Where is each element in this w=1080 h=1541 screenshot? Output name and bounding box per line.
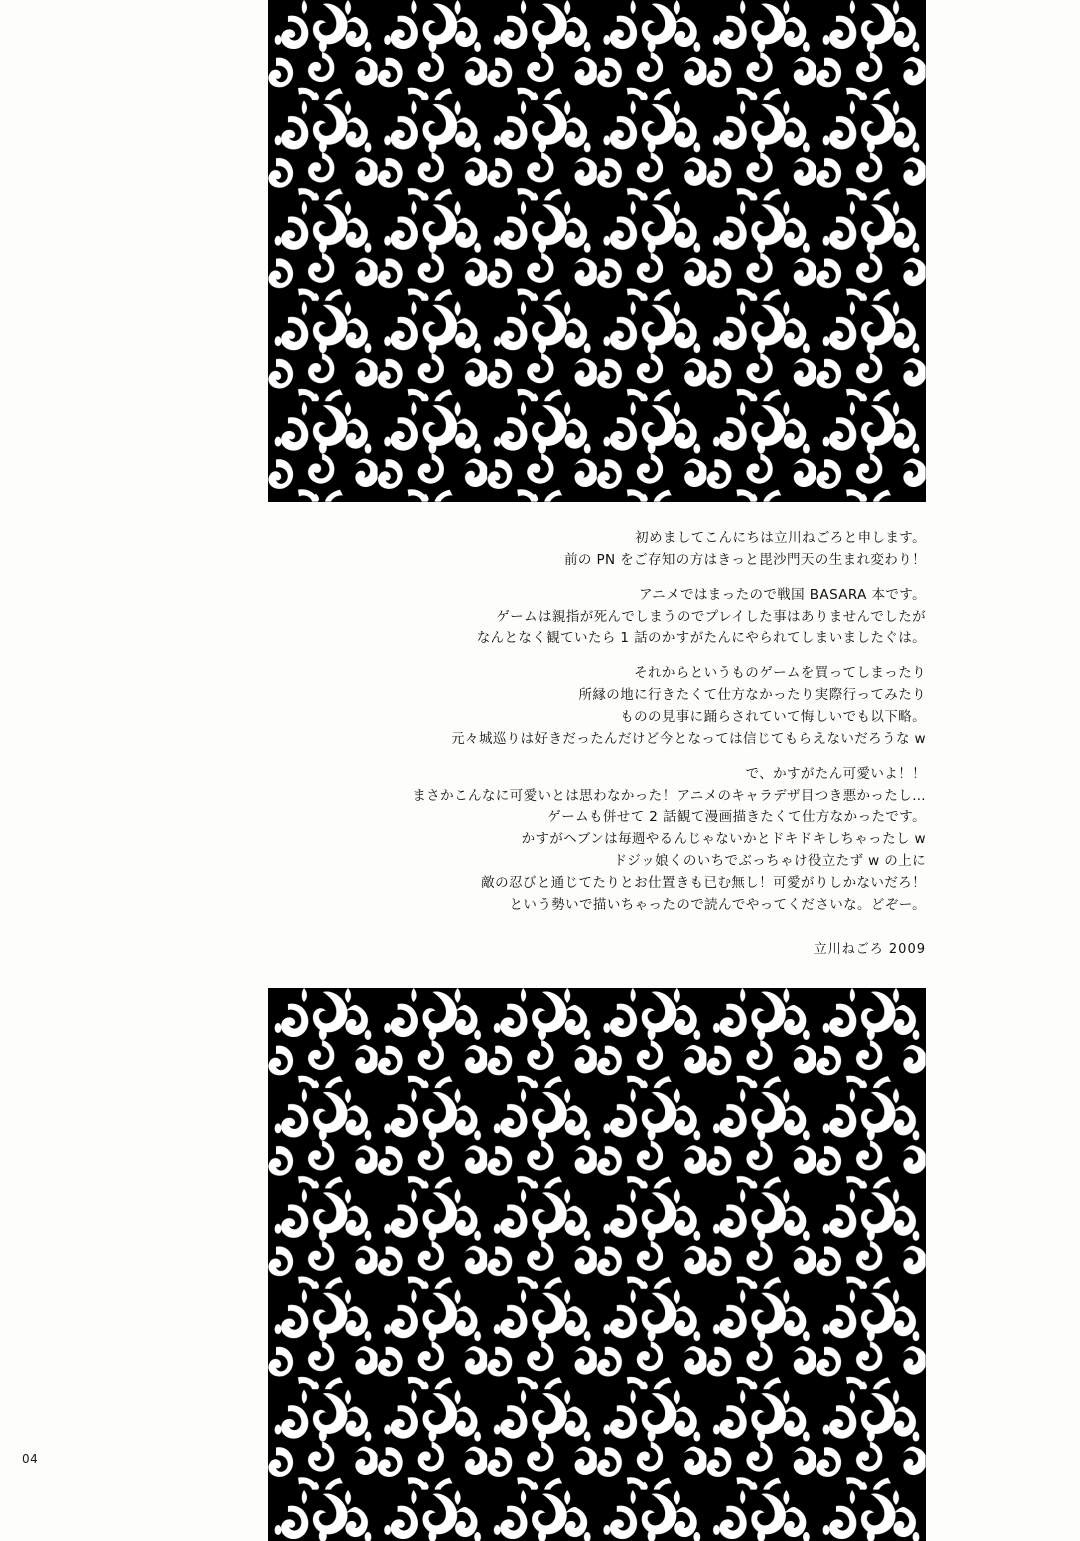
afterword-line: 元々城巡りは好きだったんだけど今となっては信じてもらえないだろうな w [451,730,926,747]
afterword-line: 所縁の地に行きたくて仕方なかったり実際行ってみたり [578,687,926,704]
afterword-line: かすがヘブンは毎週やるんじゃないかとドキドキしちゃったし w [521,831,926,848]
afterword-text-block [268,528,926,968]
afterword-line: ゲームは親指が死んでしまうのでプレイした事はありませんでしたが [496,608,926,625]
afterword-line: まさかこんなに可愛いとは思わなかった！アニメのキャラデザ目つき悪かったし… [412,787,926,804]
afterword-line: ものの見事に踊らされていて悔しいでも以下略。 [620,709,926,726]
afterword-paragraph [268,528,926,572]
afterword-line: 敵の忍びと通じてたりとお仕置きも已む無し！可愛がりしかないだろ！ [481,875,926,892]
afterword-line: アニメではまったので戦国 BASARA 本です。 [638,586,926,603]
afterword-paragraph [268,663,926,750]
afterword-line: で、かすがたん可愛いよ！！ [745,765,926,782]
damask-pattern-band-top [268,0,926,502]
afterword-paragraph [268,764,926,917]
afterword-line: ゲームも併せて 2 話観て漫画描きたくて仕方なかったです。 [547,809,926,826]
page-number: 04 [22,1452,39,1466]
afterword-line: ドジッ娘くのいちでぶっちゃけ役立たず w の上に [613,853,926,870]
author-signature: 立川ねごろ 2009 [813,941,926,957]
afterword-line: という勢いで描いちゃったので読んでやってくださいな。どぞー。 [509,896,926,913]
damask-pattern-band-bottom [268,988,926,1541]
afterword-line: 初めましてこんにちは立川ねごろと申します。 [635,530,926,546]
afterword-line: 前の PN をご存知の方はきっと毘沙門天の生まれ変わり！ [563,551,926,568]
afterword-paragraph [268,585,926,651]
afterword-line: なんとなく観ていたら 1 話のかすがたんにやられてしまいましたぐは。 [476,630,926,647]
afterword-line: それからというものゲームを買ってしまったり [634,665,926,682]
